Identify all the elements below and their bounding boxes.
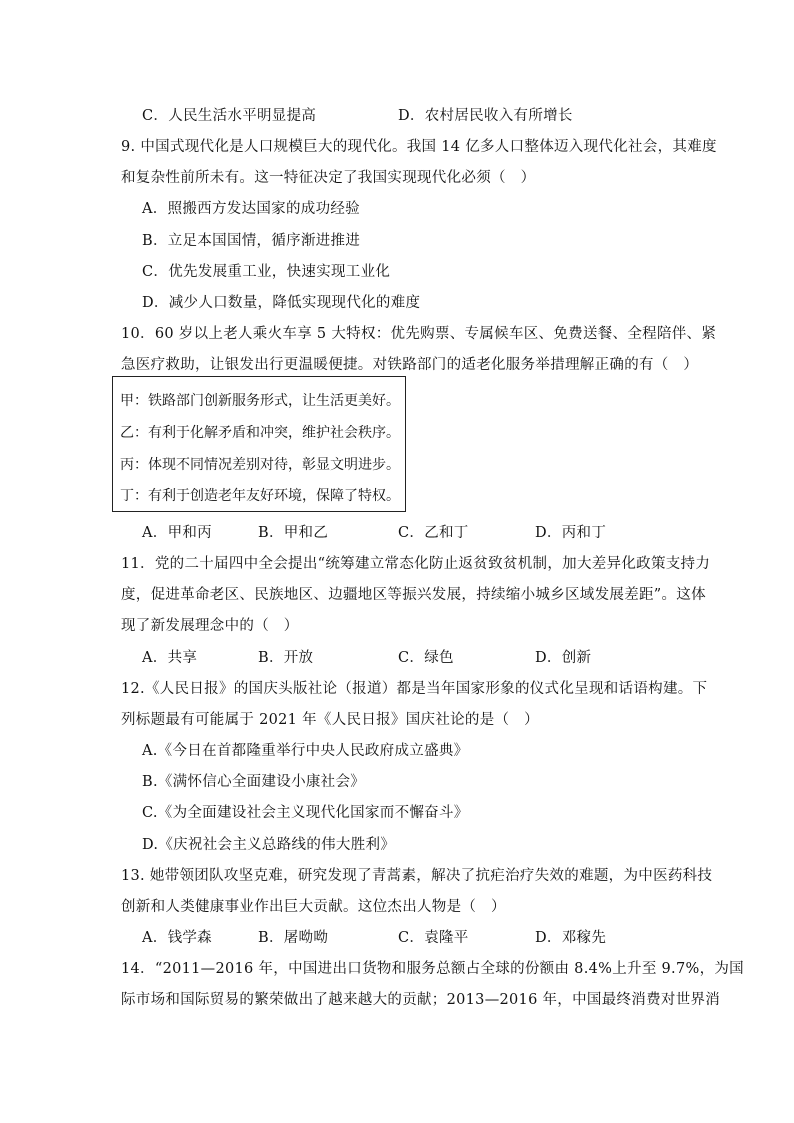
q9-option-d: D．减少人口数量，降低实现现代化的难度 xyxy=(142,295,421,311)
q9-option-c: C．优先发展重工业，快速实现工业化 xyxy=(142,264,391,280)
q11-option-c: C．绿色 xyxy=(398,650,454,666)
q10-statement-bing: 丙：体现不同情况差别对待，彰显文明进步。 xyxy=(120,457,400,473)
q11-option-d: D．创新 xyxy=(535,650,592,666)
q9-stem-line-1: 9. 中国式现代化是人口规模巨大的现代化。我国 14 亿多人口整体迈入现代化社会，其难度 xyxy=(121,139,717,155)
q10-statement-yi: 乙：有利于化解矛盾和冲突，维护社会秩序。 xyxy=(120,425,400,441)
q11-option-a: A．共享 xyxy=(142,650,198,666)
q12-stem-line-2: 列标题最有可能属于 2021 年《人民日报》国庆社论的是（ ） xyxy=(121,712,539,728)
q12-option-a: A.《今日在首都隆重举行中央人民政府成立盛典》 xyxy=(142,743,469,759)
q11-stem-line-3: 现了新发展理念中的（ ） xyxy=(121,618,299,634)
q13-option-a: A．钱学森 xyxy=(142,930,212,946)
q12-option-d: D.《庆祝社会主义总路线的伟大胜利》 xyxy=(142,837,396,853)
q13-stem-line-1: 13. 她带领团队攻坚克难，研究发现了青蒿素，解决了抗疟治疗失效的难题，为中医药科技 xyxy=(121,868,713,884)
q12-option-c: C.《为全面建设社会主义现代化国家而不懈奋斗》 xyxy=(142,805,469,821)
q10-option-a: A．甲和丙 xyxy=(142,525,212,541)
q13-stem-line-2: 创新和人类健康事业作出巨大贡献。这位杰出人物是（ ） xyxy=(121,899,506,915)
q9-option-a: A．照搬西方发达国家的成功经验 xyxy=(142,201,360,217)
q8-option-c: C．人民生活水平明显提高 xyxy=(142,108,317,124)
q12-option-b: B.《满怀信心全面建设小康社会》 xyxy=(142,774,366,790)
q10-statement-box xyxy=(112,376,406,512)
q10-stem-line-2: 急医疗救助，让银发出行更温暖便捷。对铁路部门的适老化服务举措理解正确的有（ ） xyxy=(121,357,699,373)
q10-option-b: B．甲和乙 xyxy=(258,525,329,541)
q12-stem-line-1: 12.《人民日报》的国庆头版社论（报道）都是当年国家形象的仪式化呈现和话语构建。下 xyxy=(121,681,708,697)
q9-option-b: B．立足本国国情，循序渐进推进 xyxy=(142,233,361,249)
q11-option-b: B．开放 xyxy=(258,650,314,666)
q10-stem-line-1: 10．60 岁以上老人乘火车享 5 大特权：优先购票、专属候车区、免费送餐、全程陪伴、紧 xyxy=(121,326,717,342)
q9-stem-line-2: 和复杂性前所未有。这一特征决定了我国实现现代化必须（ ） xyxy=(121,170,536,186)
q11-stem-line-2: 度，促进革命老区、民族地区、边疆地区等振兴发展，持续缩小城乡区域发展差距”。这体 xyxy=(121,587,706,603)
q10-statement-ding: 丁：有利于创造老年友好环境，保障了特权。 xyxy=(120,488,400,504)
q13-option-d: D．邓稼先 xyxy=(535,930,607,946)
q10-statement-jia: 甲：铁路部门创新服务形式，让生活更美好。 xyxy=(120,393,400,409)
q14-stem-line-2: 际市场和国际贸易的繁荣做出了越来越大的贡献；2013—2016 年，中国最终消费对世界消 xyxy=(121,992,721,1008)
q8-option-d: D．农村居民收入有所增长 xyxy=(398,108,573,124)
q10-option-c: C．乙和丁 xyxy=(398,525,469,541)
q14-stem-line-1: 14．“2011—2016 年，中国进出口货物和服务总额占全球的份额由 8.4%上升至 9.7%，为国 xyxy=(121,961,744,977)
q13-option-c: C．袁隆平 xyxy=(398,930,469,946)
q10-option-d: D．丙和丁 xyxy=(535,525,607,541)
q13-option-b: B．屠呦呦 xyxy=(258,930,329,946)
q11-stem-line-1: 11．党的二十届四中全会提出“统筹建立常态化防止返贫致贫机制，加大差异化政策支持力 xyxy=(121,556,711,572)
